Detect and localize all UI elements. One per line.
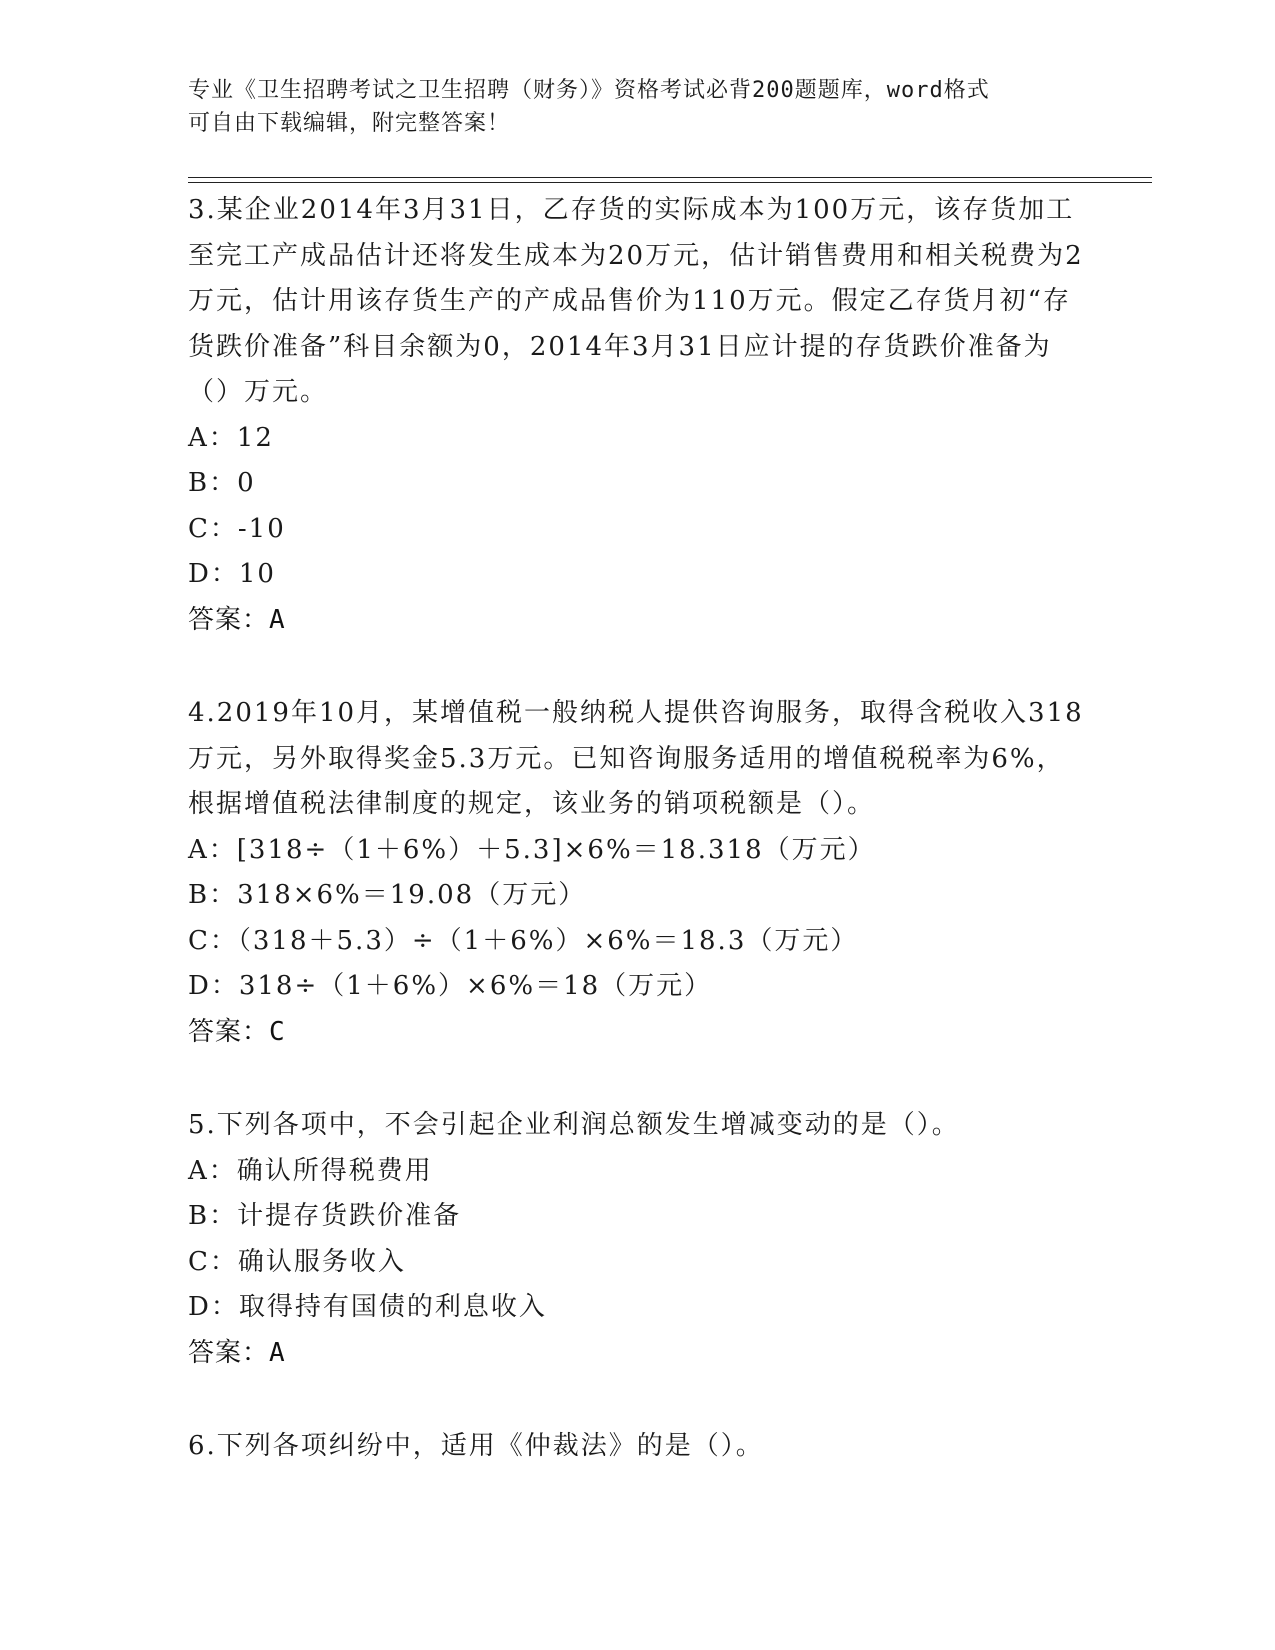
option-d: D：取得持有国债的利息收入 [188, 1292, 547, 1322]
option-b: B：计提存货跌价准备 [188, 1201, 462, 1231]
option-a: A：确认所得税费用 [188, 1155, 433, 1186]
option-b: B：318×6%＝19.08（万元） [188, 880, 587, 910]
option-d: D：10 [188, 559, 276, 589]
option-b: B：0 [188, 468, 256, 498]
question-text: 4.2019年10月，某增值税一般纳税人提供咨询服务，取得含税收入318万元，另外取得奖金5.3万元。已知咨询服务适用的增值税税率为6%，根据增值税法律制度的规定，该业务的销项税额是（）。 [188, 698, 1084, 819]
answer-label: 答案：A [188, 604, 286, 635]
option-c: C：-10 [188, 513, 286, 544]
document-header [188, 74, 1088, 140]
option-d: D：318÷（1＋6%）×6%＝18（万元） [188, 971, 713, 1001]
question-text: 3.某企业2014年3月31日，乙存货的实际成本为100万元，该存货加工至完工产成品估计还将发生成本为20万元，估计销售费用和相关税费为2万元，估计用该存货生产的产成品售价为110万元。假定乙存货月初“存货跌价准备”科目余额为0，2014年3月31日应计提的存货跌价准备为（）万元。 [188, 195, 1084, 407]
header-divider-top [188, 177, 1152, 178]
question-text: 5.下列各项中，不会引起企业利润总额发生增减变动的是（）。 [188, 1110, 960, 1140]
header-line-2: 可自由下载编辑，附完整答案！ [188, 111, 511, 136]
question-6 [188, 1424, 1088, 1470]
option-a: A：12 [188, 422, 274, 453]
question-4 [188, 691, 1088, 1055]
answer-label: 答案：C [188, 1016, 286, 1047]
question-3 [188, 188, 1088, 643]
question-list [188, 188, 1088, 1518]
answer-label: 答案：A [188, 1337, 286, 1368]
option-c: C：确认服务收入 [188, 1246, 406, 1277]
header-divider-bottom [188, 182, 1152, 183]
option-a: A：[318÷（1＋6%）＋5.3]×6%＝18.318（万元） [188, 834, 876, 865]
question-text: 6.下列各项纠纷中，适用《仲裁法》的是（）。 [188, 1431, 764, 1461]
question-5 [188, 1103, 1088, 1376]
header-line-1: 专业《卫生招聘考试之卫生招聘（财务）》资格考试必背200题题库，word格式 [188, 78, 990, 103]
option-c: C：（318＋5.3）÷（1＋6%）×6%＝18.3（万元） [188, 925, 859, 956]
